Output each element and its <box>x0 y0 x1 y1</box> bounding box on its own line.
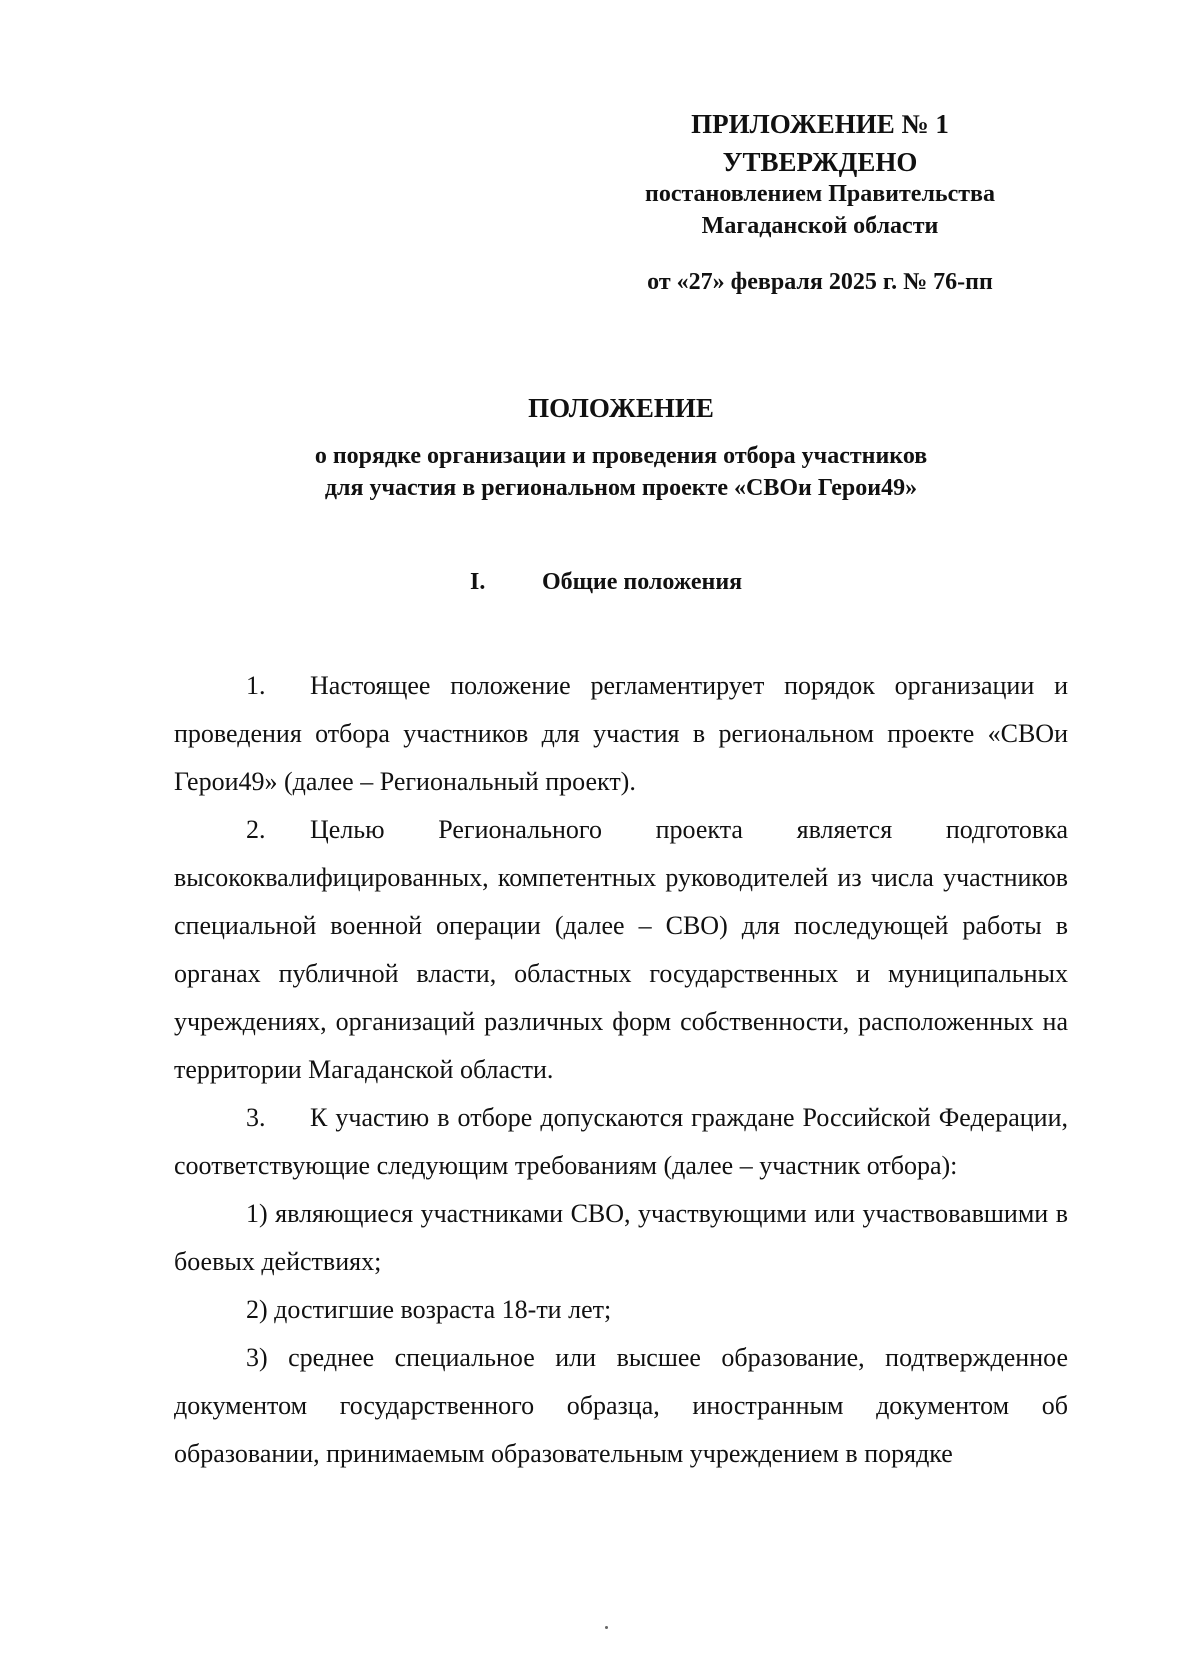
list-item-1: 1) являющиеся участниками СВО, участвующими или участвовавшими в боевых действиях; <box>174 1199 1068 1276</box>
decree-line-1: постановлением Правительства <box>644 181 995 207</box>
document-subtitle-line-1: о порядке организации и проведения отбора участников <box>314 443 928 469</box>
paragraph-number: 1. <box>246 671 266 700</box>
page-dot-mark <box>605 1626 608 1629</box>
section-name: Общие положения <box>542 569 743 595</box>
appendix-label: ПРИЛОЖЕНИЕ № 1 <box>691 109 949 139</box>
list-item-2: 2) достигшие возраста 18-ти лет; <box>246 1295 612 1324</box>
document-subtitle-line-2: для участия в региональном проекте «СВОи Герои49» <box>324 475 918 501</box>
section-number: I. <box>470 569 486 595</box>
paragraph-3 <box>174 1094 1068 1190</box>
document-title-block <box>174 392 1068 504</box>
paragraph-1 <box>174 662 1068 806</box>
paragraph-number: 2. <box>246 815 266 844</box>
paragraph-2 <box>174 806 1068 1094</box>
paragraph-text: К участию в отборе допускаются граждане Российской Федерации, соответствующие следующим требованиям (далее – участник отбора): <box>174 1103 1068 1180</box>
document-body <box>174 662 1068 1478</box>
decree-line-2: Магаданской области <box>701 213 939 239</box>
list-item-3: 3) среднее специальное или высшее образование, подтвержденное документом государственного образца, иностранным документом об образовании, принимаемым образовательным учреждением в порядке <box>174 1343 1068 1468</box>
approval-stamp-block <box>600 108 1040 298</box>
paragraph-number: 3. <box>246 1103 266 1132</box>
approved-label: УТВЕРЖДЕНО <box>722 147 918 177</box>
paragraph-text: Целью Регионального проекта является подготовка высококвалифицированных, компетентных руководителей из числа участников специальной военной операции (далее – СВО) для последующей работы в органах публичной власти, областных государственных и муниципальных учреждениях, организаций различных форм собственности, расположенных на территории Магаданской области. <box>174 815 1068 1084</box>
document-title: ПОЛОЖЕНИЕ <box>528 393 714 423</box>
paragraph-text: Настоящее положение регламентирует порядок организации и проведения отбора участников для участия в региональном проекте «СВОи Герои49» (далее – Региональный проект). <box>174 671 1068 796</box>
decree-date-number: от «27» февраля 2025 г. № 76-пп <box>647 269 993 295</box>
